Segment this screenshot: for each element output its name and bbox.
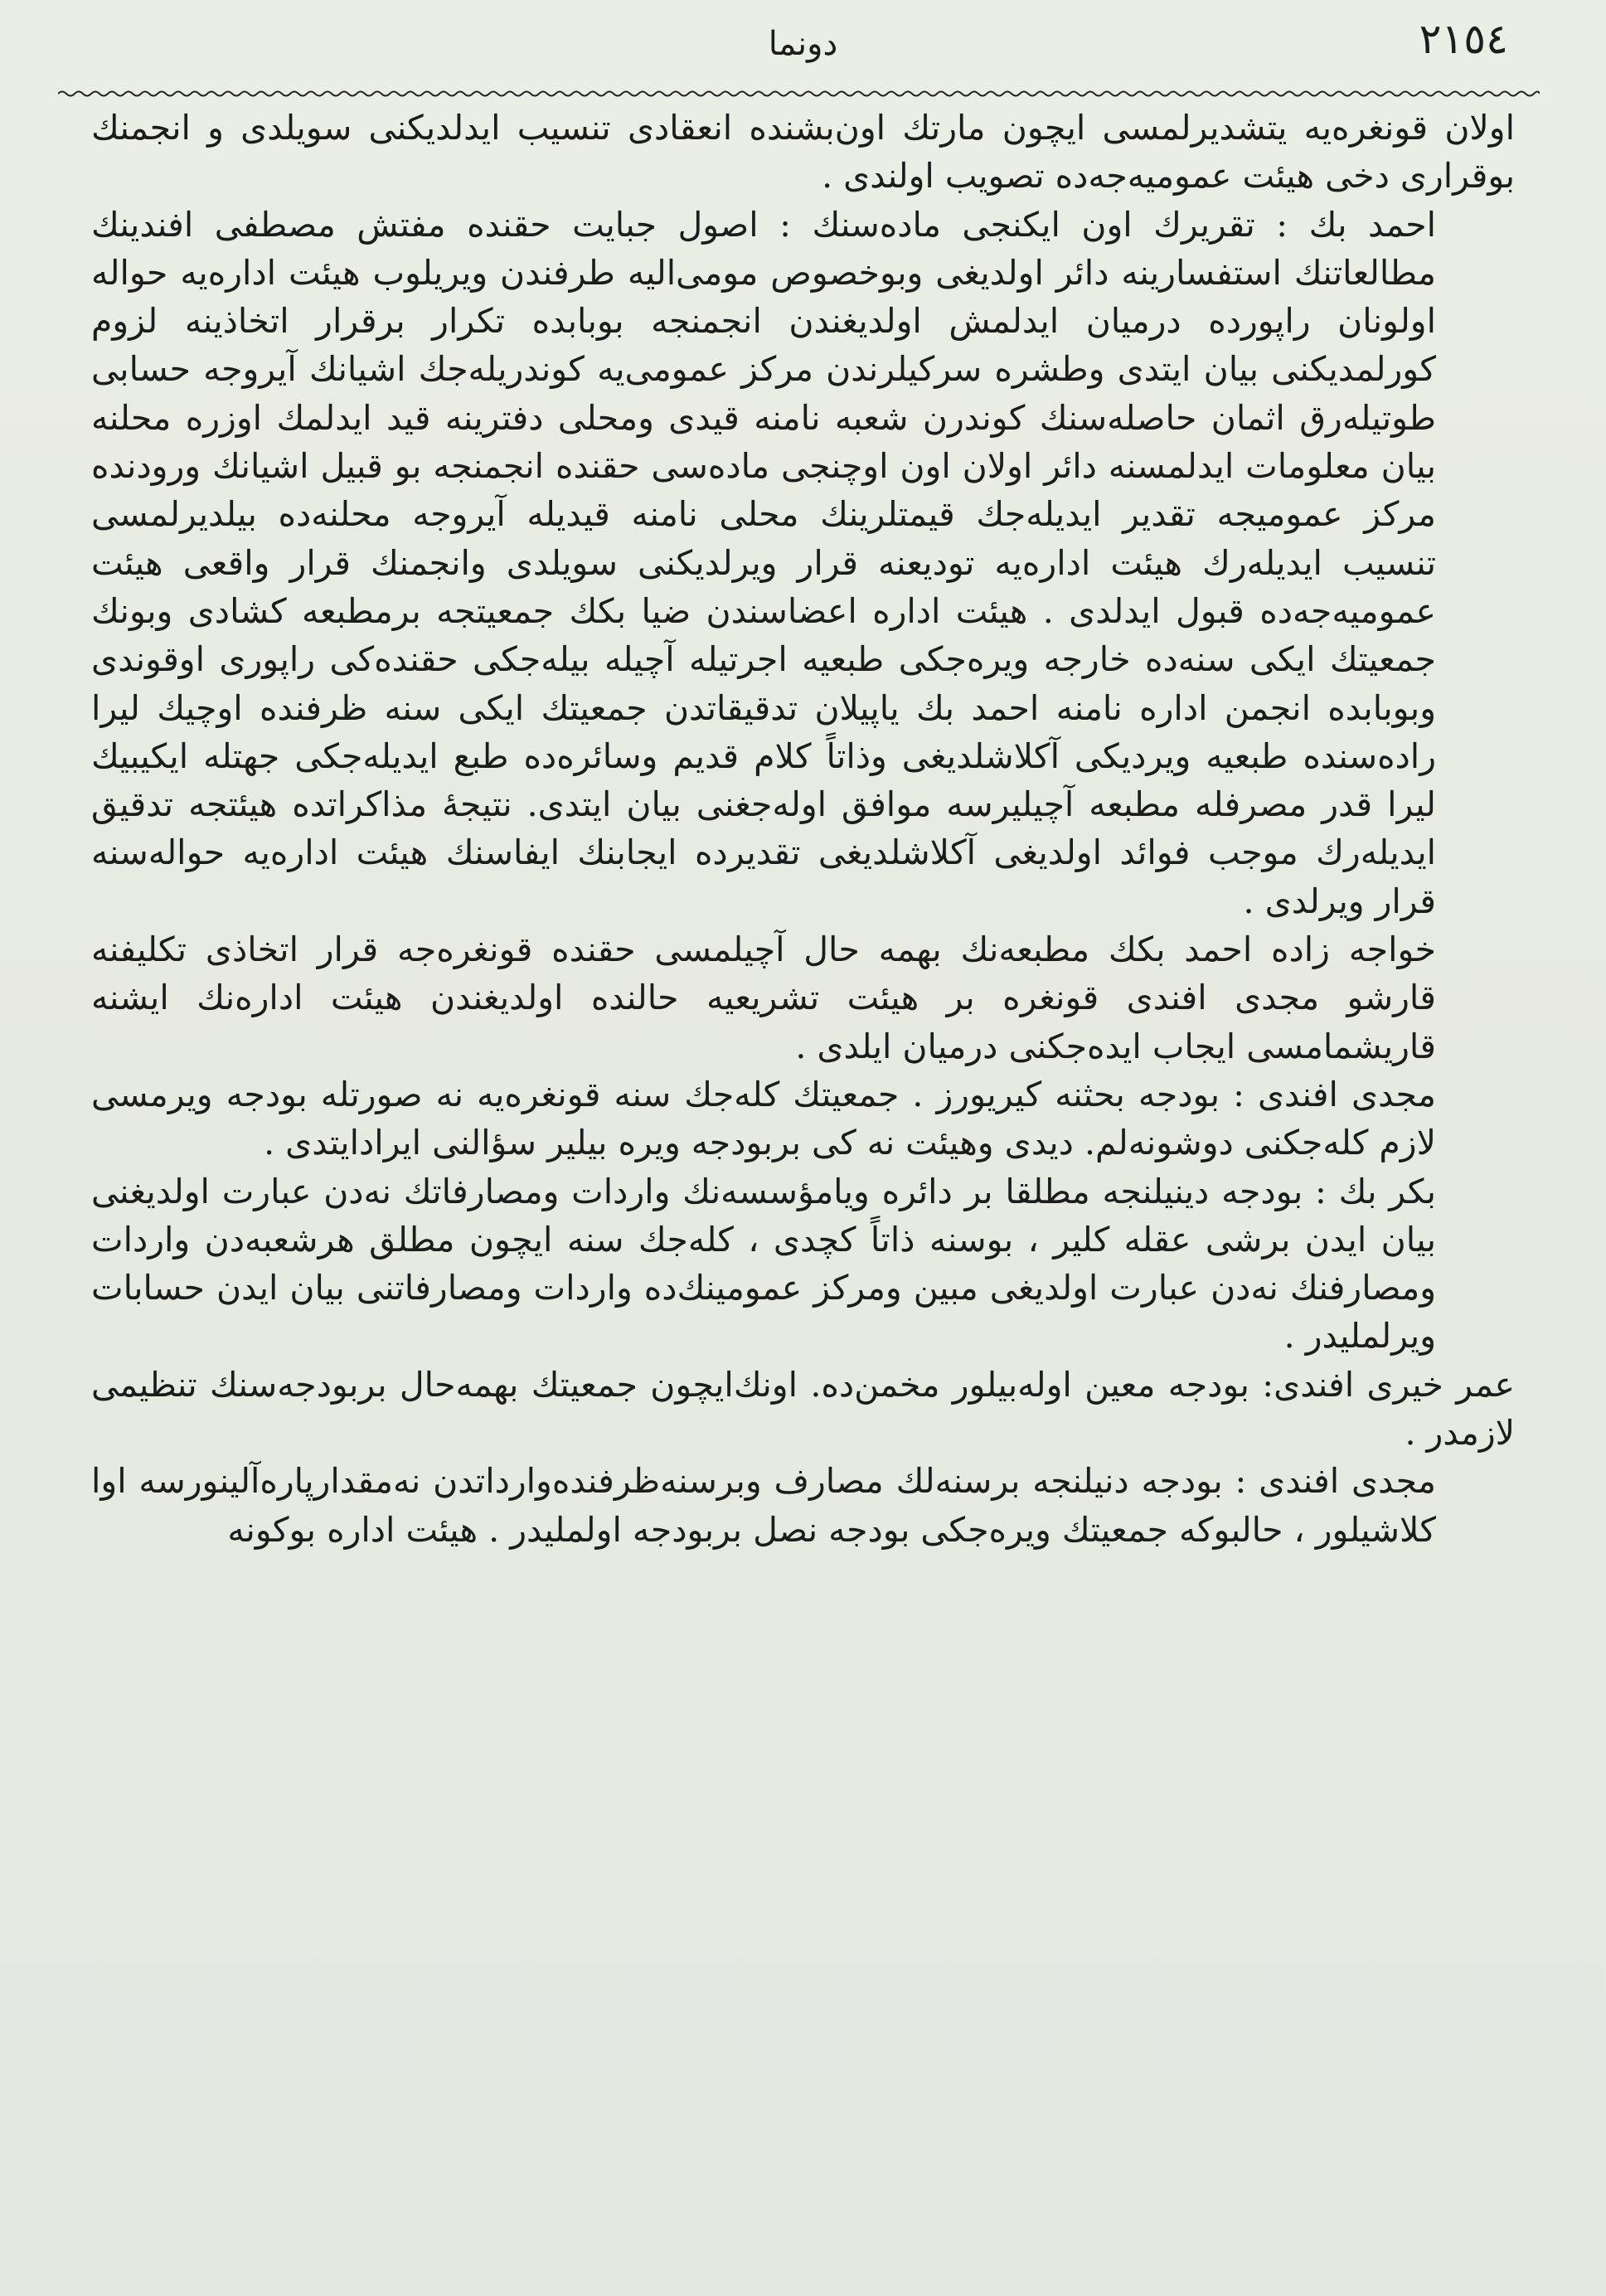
wavy-divider [58,90,1540,98]
paragraph: مجدی افندی : بودجه دنیلنجه برسنه‌لك مصارف وبرسنه‌ظرفنده‌وارداتدن نه‌مقدارپاره‌آلینورسه اوا کلاشیلور ، حالبوکه جمعیتك ویره‌جکی بودجه نصل بربودجه اولملیدر . هیئت اداره بوکونه [91,1461,1436,1550]
paragraph: عمر خیری افندی: بودجه معین اوله‌بیلور مخمن‌ده. اونك‌ایچون جمعیتك بهمه‌حال بربودجه‌سنك تنظیمی لازمدر . [91,1364,1515,1454]
paragraph: اولان قونغره‌یه یتشدیرلمسی ایچون مارتك اون‌بشنده انعقادی تنسیب ایدلدیکنی سویلدی و انجمنك بوقراری دخی هیئت عمومیه‌جه‌ده تصویب اولندی . [91,108,1515,197]
paragraph: خواجه زاده احمد بکك مطبعه‌نك بهمه حال آچیلمسی حقنده قونغره‌جه قرار اتخاذی تکلیفنه قارشو مجدی افندی قونغره بر هیئت تشریعیه حالنده اولدیغندن هیئت اداره‌نك ایشنه قاریشمامسی ایجاب ایده‌جکنی درمیان ایلدی . [91,930,1436,1066]
header-rule [58,90,1540,98]
paragraph: مجدی افندی : بودجه بحثنه کیریورز . جمعیتك کله‌جك سنه قونغره‌یه نه صورتله بودجه ویرمسی لازم کله‌جکنی دوشونه‌لم. دیدی وهیئت نه کی بربودجه ویره بیلیر سؤالنی ایرادایتدی . [91,1074,1436,1163]
body-text [91,104,1515,1554]
page-number: ٢١٥٤ [1419,15,1508,63]
page-header [58,15,1548,73]
running-title: دونما [768,25,838,63]
paragraph: احمد بك : تقریرك اون ایکنجی ماده‌سنك : اصول جبایت حقنده مفتش مصطفی افندینك مطالعاتنك استفسارینه دائر اولدیغی وبوخصوص مومی‌الیه طرفندن ویریلوب هیئت اداره‌یه حواله اولونان راپورده درمیان ایدلمش اولدیغندن انجمنجه بوبابده تکرار برقرار اتخاذینه لزوم کورلمدیکنی بیان ایتدی وطشره سرکیلرندن مرکز عمومی‌یه کوندریله‌جك اشیانك آیروجه حسابی طوتیله‌رق اثمان حاصله‌سنك کوندرن شعبه نامنه قیدی ومحلی دفترینه قید ایدلمك اوزره محلنه بیان معلومات ایدلمسنه دائر اولان اون اوچنجی ماده‌سی حقنده انجمنجه بو قبیل اشیانك ورودنده مرکز عمومیجه تقدیر ایدیله‌جك قیمتلرینك محلی نامنه قیدیله آیروجه محلنه‌ده بیلدیرلمسی تنسیب ایدیله‌رك هیئت اداره‌یه تودیعنه قرار ویرلدیکنی سویلدی وانجمنك قرار واقعی هیئت عمومیه‌جه‌ده قبول ایدلدی . هیئت اداره اعضاسندن ضیا بکك جمعیتجه برمطبعه کشادی وبونك جمعیتك ایکی سنه‌ده خارجه ویره‌جکی طبعیه اجرتیله آچیله بیله‌جکی حقنده‌کی راپوری اوقوندی وبوبابده انجمن اداره نامنه احمد بك یاپیلان تدقیقاتدن جمعیتك ایکی سنه ظرفنده اوچیك لیرا راده‌سنده طبعیه ویردیکی آکلاشلدیغی وذاتاً کلام قدیم وسائره‌ده طبع ایدیله‌جکی جهتله ایکیبیك لیرا قدر مصرفله مطبعه آچیلیرسه موافق اوله‌جغنی بیان ایتدی. نتیجهٔ مذاکراتده هیئتجه تدقیق ایدیله‌رك موجب فوائد اولدیغی آکلاشلدیغی تقدیرده ایجابنك ایفاسنك هیئت اداره‌یه حواله‌سنه قرار ویرلدی . [91,204,1436,921]
paragraph: بکر بك : بودجه دینیلنجه مطلقا بر دائره ویامؤسسه‌نك واردات ومصارفاتك نه‌دن عبارت اولدیغنی بیان ایدن برشی عقله کلیر ، بوسنه ذاتاً کچدی ، کله‌جك سنه ایچون مطلق هرشعبه‌دن واردات ومصارفنك نه‌دن عبارت اولدیغی مبین ومرکز عمومینك‌ده واردات ومصارفاتنی بیان ایدن حسابات ویرلملیدر . [91,1171,1436,1357]
